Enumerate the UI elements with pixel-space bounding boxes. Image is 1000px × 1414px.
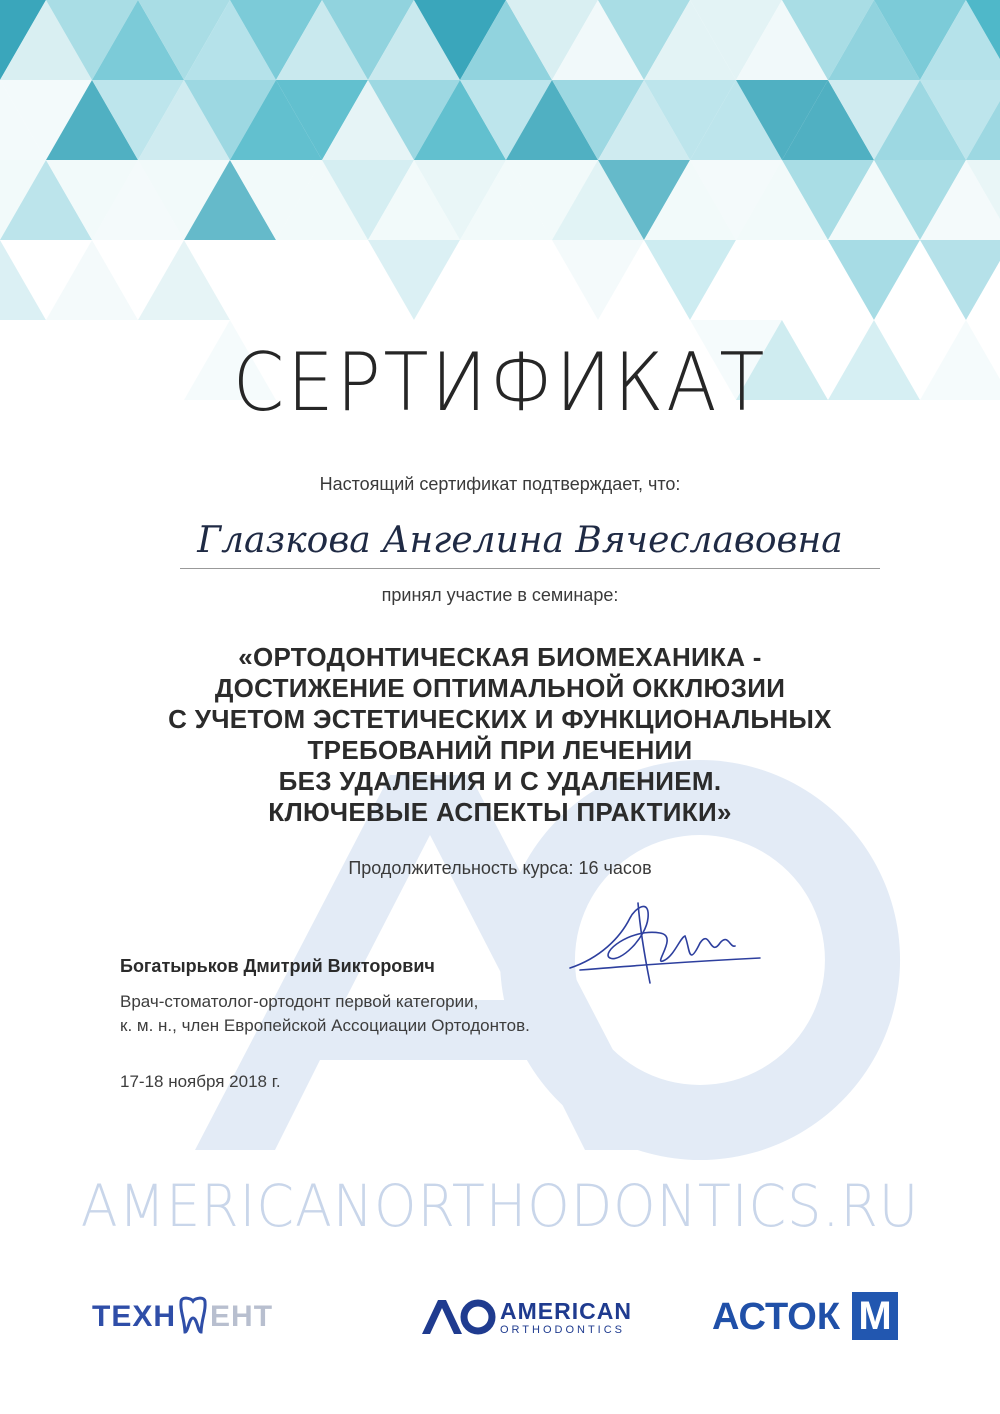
signer-title-line: Врач-стоматолог-ортодонт первой категории,	[120, 992, 479, 1011]
tooth-icon	[176, 1296, 210, 1334]
name-underline	[180, 568, 880, 569]
course-duration: Продолжительность курса: 16 часов	[348, 858, 652, 878]
signer-name: Богатырьков Дмитрий Викторович	[120, 956, 435, 976]
ao-logo-orthodontics: ORTHODONTICS	[500, 1324, 626, 1336]
website-url: AMERICANORTHODONTICS.RU	[80, 1172, 920, 1240]
astok-m-badge: M	[852, 1292, 898, 1340]
certificate-date: 17-18 ноября 2018 г.	[120, 1072, 281, 1091]
participation-text: принял участие в семинаре:	[381, 585, 619, 605]
seminar-title-line: ДОСТИЖЕНИЕ ОПТИМАЛЬНОЙ ОККЛЮЗИИ	[214, 673, 786, 703]
astok-logo: АСТОК	[712, 1296, 841, 1338]
signature-image	[560, 888, 780, 998]
confirmation-text: Настоящий сертификат подтверждает, что:	[319, 474, 681, 494]
ao-logo-mark	[420, 1296, 496, 1336]
ao-logo-american: AMERICAN	[500, 1298, 632, 1324]
seminar-title-line: БЕЗ УДАЛЕНИЯ И С УДАЛЕНИЕМ.	[278, 766, 722, 796]
seminar-title-line: ТРЕБОВАНИЙ ПРИ ЛЕЧЕНИИ	[307, 735, 693, 765]
certificate-title: СЕРТИФИКАТ	[232, 336, 768, 429]
technodent-logo-text: ТЕХН	[92, 1300, 177, 1333]
signer-title-line: к. м. н., член Европейской Ассоциации Ортодонтов.	[120, 1016, 530, 1035]
seminar-title	[0, 642, 1000, 828]
technodent-logo	[92, 1296, 273, 1334]
signer-title	[120, 990, 530, 1038]
seminar-title-line: «ОРТОДОНТИЧЕСКАЯ БИОМЕХАНИКА -	[238, 642, 762, 672]
american-orthodontics-logo	[420, 1296, 660, 1340]
seminar-title-line: КЛЮЧЕВЫЕ АСПЕКТЫ ПРАКТИКИ»	[268, 797, 732, 827]
recipient-name: Глазкова Ангелина Вячеславовна	[197, 520, 843, 561]
seminar-title-line: С УЧЕТОМ ЭСТЕТИЧЕСКИХ И ФУНКЦИОНАЛЬНЫХ	[168, 704, 832, 734]
technodent-logo-text: ЕНТ	[210, 1300, 274, 1333]
